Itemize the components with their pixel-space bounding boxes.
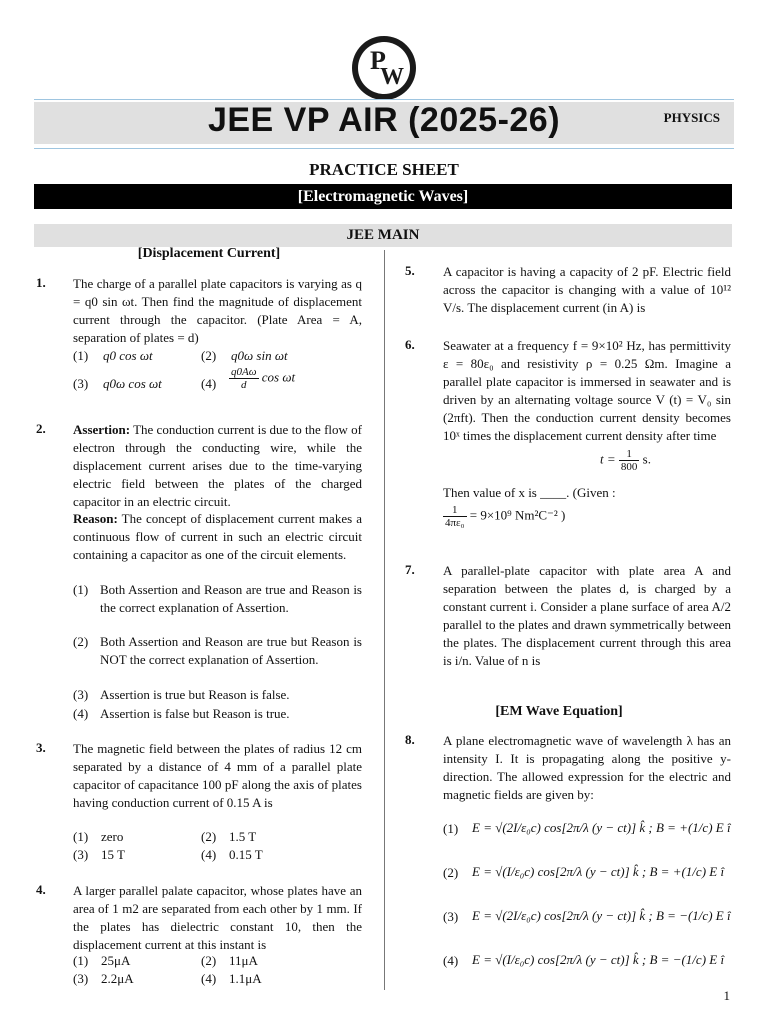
subsection-em-wave-equation: [EM Wave Equation]	[495, 704, 623, 719]
column-divider	[384, 250, 385, 990]
option-text: 1.5 T	[229, 829, 257, 844]
assertion-label: Assertion:	[73, 422, 131, 437]
question-text: Seawater at a frequency f = 9×10² Hz, has permittivity ε = 80ε₀ and resistivity ρ = 0.25 Ωm. Imagine a parallel plate capacitor is immersed in seawater and is driven by an alternating voltage source V (t) = V₀ sin (2πft). Then the conduction current density becomes 10ˣ times the displacement current density after time	[443, 338, 731, 443]
given-rhs: = 9×10⁹ Nm²C⁻² )	[469, 507, 566, 523]
section-band: JEE MAIN	[34, 224, 732, 247]
header-rule-bottom	[34, 148, 734, 149]
question-number: 2.	[36, 421, 46, 436]
subject-label: PHYSICS	[663, 110, 720, 125]
option-text: Assertion is true but Reason is false.	[100, 687, 290, 702]
question-text: A parallel-plate capacitor with plate area A and separation between the plates d, is charged by a constant current i. Consider a plane surface of area A/2 parallel to the plates and drawn symmetrically between the plates. The displacement current through this area is i/n. Value of n is	[443, 563, 731, 668]
option-text: 1.1μA	[229, 971, 262, 986]
option-tail: cos ωt	[261, 369, 296, 385]
option-number: (1)	[73, 582, 89, 597]
option-text: Both Assertion and Reason are true and Reason is the correct explanation of Assertion.	[100, 582, 362, 615]
option-text: 11μA	[229, 953, 258, 968]
question-text: The magnetic field between the plates of radius 12 cm separated by a distance of 4 mm of a parallel plate capacitor of capacitance 100 pF along the axis of plates having conduction current of 0.15 A is	[73, 741, 362, 810]
option-number: (3)	[73, 687, 89, 702]
option-text: 15 T	[101, 847, 125, 862]
header-rule-top	[34, 99, 734, 100]
option-number: (2)	[201, 348, 217, 363]
time-unit: s.	[642, 451, 651, 467]
option-text: q0ω sin ωt	[231, 348, 288, 363]
question-text	[73, 421, 362, 511]
question-text: A plane electromagnetic wave of wavelength λ has an intensity I. It is propagating along the positive y-direction. The allowed expression for the electric and magnetic fields are given by:	[443, 733, 731, 802]
question-number: 7.	[405, 562, 415, 577]
option-text: Both Assertion and Reason are true but Reason is NOT the correct explanation of Assertion.	[100, 634, 362, 667]
fraction-denominator: 4πε₀	[445, 517, 465, 529]
option-number: (1)	[73, 953, 89, 968]
fraction-denominator: d	[241, 379, 247, 391]
option-number: (2)	[201, 829, 217, 844]
page-number: 1	[723, 988, 730, 1003]
question-text: Then value of x is ____. (Given :	[443, 485, 616, 500]
option-number: (1)	[443, 821, 459, 836]
logo-letter-p: P	[370, 46, 386, 75]
reason-label: Reason:	[73, 511, 118, 526]
question-number: 4.	[36, 882, 46, 897]
option-number: (1)	[73, 829, 89, 844]
time-expression	[600, 448, 651, 473]
option-number: (3)	[73, 847, 89, 862]
option-text: q0 cos ωt	[103, 348, 153, 363]
question-text	[73, 510, 362, 564]
option-number: (4)	[201, 376, 217, 391]
logo-letter-w: W	[380, 64, 404, 90]
question-number: 6.	[405, 337, 415, 352]
option-text: 25μA	[101, 953, 131, 968]
reason-text: The concept of displacement current makes a continuous flow of current in such an electric circuit containing a capacitor as one of the circuit elements.	[73, 511, 363, 562]
option-number: (2)	[73, 634, 89, 649]
question-number: 1.	[36, 275, 46, 290]
option-text: Assertion is false but Reason is true.	[100, 706, 290, 721]
question-number: 3.	[36, 740, 46, 755]
pw-logo	[352, 36, 416, 100]
fraction-numerator: 1	[443, 504, 467, 517]
option-equation: E = √(I/ε₀c) cos[2π/λ (y − ct)] k̂ ; B = −(1/c) E î	[472, 952, 725, 967]
fraction-denominator: 800	[620, 461, 638, 473]
subsection-displacement-current: [Displacement Current]	[137, 246, 281, 261]
given-expression	[443, 504, 565, 529]
chapter-band: [Electromagnetic Waves]	[34, 184, 732, 209]
option-number: (4)	[201, 971, 217, 986]
option-equation: E = √(2I/ε₀c) cos[2π/λ (y − ct)] k̂ ; B = −(1/c) E î	[472, 908, 731, 923]
option-equation: E = √(2I/ε₀c) cos[2π/λ (y − ct)] k̂ ; B = +(1/c) E î	[472, 820, 731, 835]
question-text: The charge of a parallel plate capacitors is varying as q = q0 sin ωt. Then find the magnitude of displacement current through the capacitor. (Plate Area = A, separation of plates = d)	[73, 276, 362, 345]
option-text: 0.15 T	[229, 847, 263, 862]
time-lhs: t =	[600, 451, 616, 467]
page-title: JEE VP AIR (2025-26)	[207, 101, 561, 139]
option-number: (3)	[73, 376, 89, 391]
option-number: (4)	[201, 847, 217, 862]
assertion-text: The conduction current is due to the flow of electron through the conducting wire, while the displacement current arises due to the time-varying electric field between the plates of the charged capacitor in an electric circuit.	[73, 422, 362, 509]
option-text: q0ω cos ωt	[103, 376, 162, 391]
fraction-numerator: 1	[619, 448, 640, 461]
question-number: 5.	[405, 263, 415, 278]
option-number: (3)	[73, 971, 89, 986]
question-text: A capacitor is having a capacity of 2 pF. Electric field across the capacitor is changing with a value of 10¹² V/s. The displacement current (in A) is	[443, 264, 731, 315]
fraction-numerator: q0Aω	[231, 366, 257, 378]
question-number: 8.	[405, 732, 415, 747]
question-text: A larger parallel palate capacitor, whose plates have an area of 1 m2 are separated from each other by 1 mm. If the plates has dielectric constant 10, then the displacement current at this instant is	[73, 883, 362, 952]
option-number: (4)	[443, 953, 459, 968]
option-text	[229, 366, 295, 391]
option-number: (2)	[201, 953, 217, 968]
option-number: (2)	[443, 865, 459, 880]
sheet-title: PRACTICE SHEET	[309, 160, 459, 179]
option-text: zero	[101, 829, 124, 844]
option-number: (4)	[73, 706, 89, 721]
option-text: 2.2μA	[101, 971, 134, 986]
option-number: (3)	[443, 909, 459, 924]
option-equation: E = √(I/ε₀c) cos[2π/λ (y − ct)] k̂ ; B = +(1/c) E î	[472, 864, 725, 879]
option-number: (1)	[73, 348, 89, 363]
